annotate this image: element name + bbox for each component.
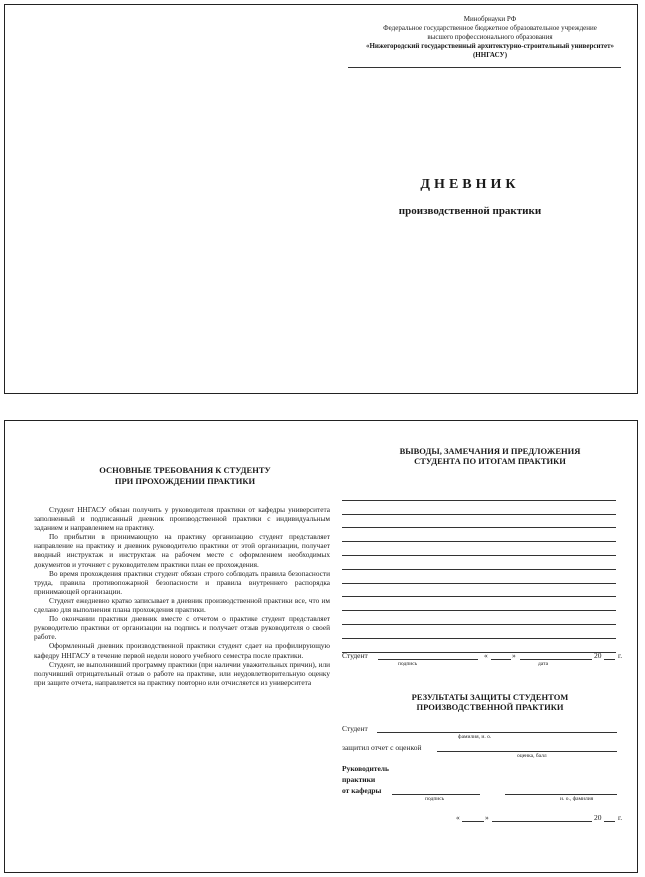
diary-title: ДНЕВНИК	[420, 177, 520, 192]
month-field[interactable]	[520, 651, 592, 660]
caption-signature: подпись	[425, 796, 445, 802]
conclusions-title-line: СТУДЕНТА ПО ИТОГАМ ПРАКТИКИ	[414, 456, 566, 466]
requirements-paragraph: По окончании практики дневник вместе с отчетом о практике студент представляет руководителю практики от организации на подпись и получает отзыв руководителя о своей работе.	[34, 614, 330, 642]
header-line: Федеральное государственное бюджетное образовательное учреждение	[383, 24, 597, 32]
caption-date: дата	[538, 661, 549, 667]
results-title	[355, 692, 625, 712]
year-field[interactable]	[604, 651, 615, 660]
header-line: (ННГАСУ)	[472, 51, 508, 59]
results-title-line: РЕЗУЛЬТАТЫ ЗАЩИТЫ СТУДЕНТОМ	[411, 692, 569, 702]
university-header	[345, 15, 635, 60]
requirements-paragraph: Студент ежедневно кратко записывает в дневник производственной практики все, что им сделано для выполнения плана прохождения практики.	[34, 595, 330, 615]
quote-open: «	[456, 813, 460, 822]
writing-line[interactable]	[342, 528, 616, 542]
supervisor-signature-field[interactable]	[392, 786, 480, 795]
student-signature-field[interactable]	[378, 651, 478, 660]
writing-line[interactable]	[342, 556, 616, 570]
cover-page	[4, 4, 638, 394]
quote-close: »	[512, 651, 516, 660]
caption-initials: и. о., фамилия	[560, 796, 594, 802]
results-student-label: Студент	[342, 724, 368, 733]
year-field[interactable]	[604, 813, 615, 822]
writing-line[interactable]	[342, 625, 616, 639]
day-field[interactable]	[491, 651, 511, 660]
year-suffix: г.	[618, 813, 623, 822]
header-divider	[348, 67, 621, 68]
diary-subtitle: производственной практики	[398, 205, 542, 217]
requirements-paragraph: Студент ННГАСУ обязан получить у руководителя практики от кафедры университета заполненный и подписанный дневник производственной практики с индивидуальным заданием и направлением на практику.	[34, 505, 330, 533]
requirements-paragraph: Оформленный дневник производственной практики студент сдает на профилирующую кафедру ННГАСУ в течение первой недели нового учебного семестра после практики.	[34, 641, 330, 660]
supervisor-label-3: от кафедры	[342, 786, 382, 795]
requirements-paragraph: Студент, не выполнивший программу практики (при наличии уважительных причин), или получивший отрицательный отзыв о работе на практике, или неудовлетворительную оценку при защите отчета, направляется на практику повторно или отчисляется из университета	[34, 659, 330, 687]
header-line: «Нижегородский государственный архитектурно-строительный университет»	[365, 42, 615, 50]
header-line: Минобрнауки РФ	[463, 15, 517, 23]
year-suffix: г.	[618, 651, 623, 660]
conclusions-title	[355, 446, 625, 466]
month-field[interactable]	[492, 813, 592, 822]
results-title-line: ПРОИЗВОДСТВЕННОЙ ПРАКТИКИ	[416, 702, 564, 712]
supervisor-label-2: практики	[342, 775, 376, 784]
year-prefix: 20	[594, 813, 602, 822]
supervisor-label-1: Руководитель	[342, 764, 389, 773]
writing-line[interactable]	[342, 611, 616, 625]
quote-open: «	[484, 651, 488, 660]
defended-label: защитил отчет с оценкой	[342, 743, 422, 752]
inner-spread	[4, 420, 638, 873]
writing-line[interactable]	[342, 487, 616, 501]
caption-name: фамилия, и. о.	[458, 734, 492, 740]
requirements-paragraph: По прибытии в принимающую на практику организацию студент представляет направление на практику и дневник руководителю практики от этой организации, получает вводный инструктаж и инструктаж на рабочем месте с оформлением необходимых документов и уточняет с руководителем практики план ее прохождения.	[34, 532, 330, 569]
writing-line[interactable]	[342, 542, 616, 556]
writing-line[interactable]	[342, 584, 616, 598]
requirements-title-line: ОСНОВНЫЕ ТРЕБОВАНИЯ К СТУДЕНТУ	[99, 465, 271, 475]
conclusions-signature-row	[342, 651, 627, 661]
quote-close: »	[485, 813, 489, 822]
student-name-field[interactable]	[377, 724, 617, 733]
day-field[interactable]	[462, 813, 484, 822]
conclusions-title-line: ВЫВОДЫ, ЗАМЕЧАНИЯ И ПРЕДЛОЖЕНИЯ	[399, 446, 581, 456]
writing-line[interactable]	[342, 515, 616, 529]
student-label: Студент	[342, 651, 368, 660]
writing-line[interactable]	[342, 570, 616, 584]
caption-grade: оценка, балл	[517, 753, 547, 759]
requirements-text	[34, 505, 330, 687]
writing-line[interactable]	[342, 501, 616, 515]
year-prefix: 20	[594, 651, 602, 660]
requirements-paragraph: Во время прохождения практики студент обязан строго соблюдать правила безопасности труда, правила противопожарной безопасности и правила внутреннего распорядка принимающей организации.	[34, 568, 330, 596]
header-line: высшего профессионального образования	[427, 33, 553, 41]
caption-signature: подпись	[398, 661, 418, 667]
writing-line[interactable]	[342, 597, 616, 611]
conclusions-writing-lines[interactable]	[342, 487, 616, 653]
requirements-title-line: ПРИ ПРОХОЖДЕНИИ ПРАКТИКИ	[114, 476, 256, 486]
results-date-row	[342, 813, 627, 823]
requirements-title	[65, 465, 305, 487]
supervisor-name-field[interactable]	[505, 786, 617, 795]
grade-field[interactable]	[437, 743, 617, 752]
